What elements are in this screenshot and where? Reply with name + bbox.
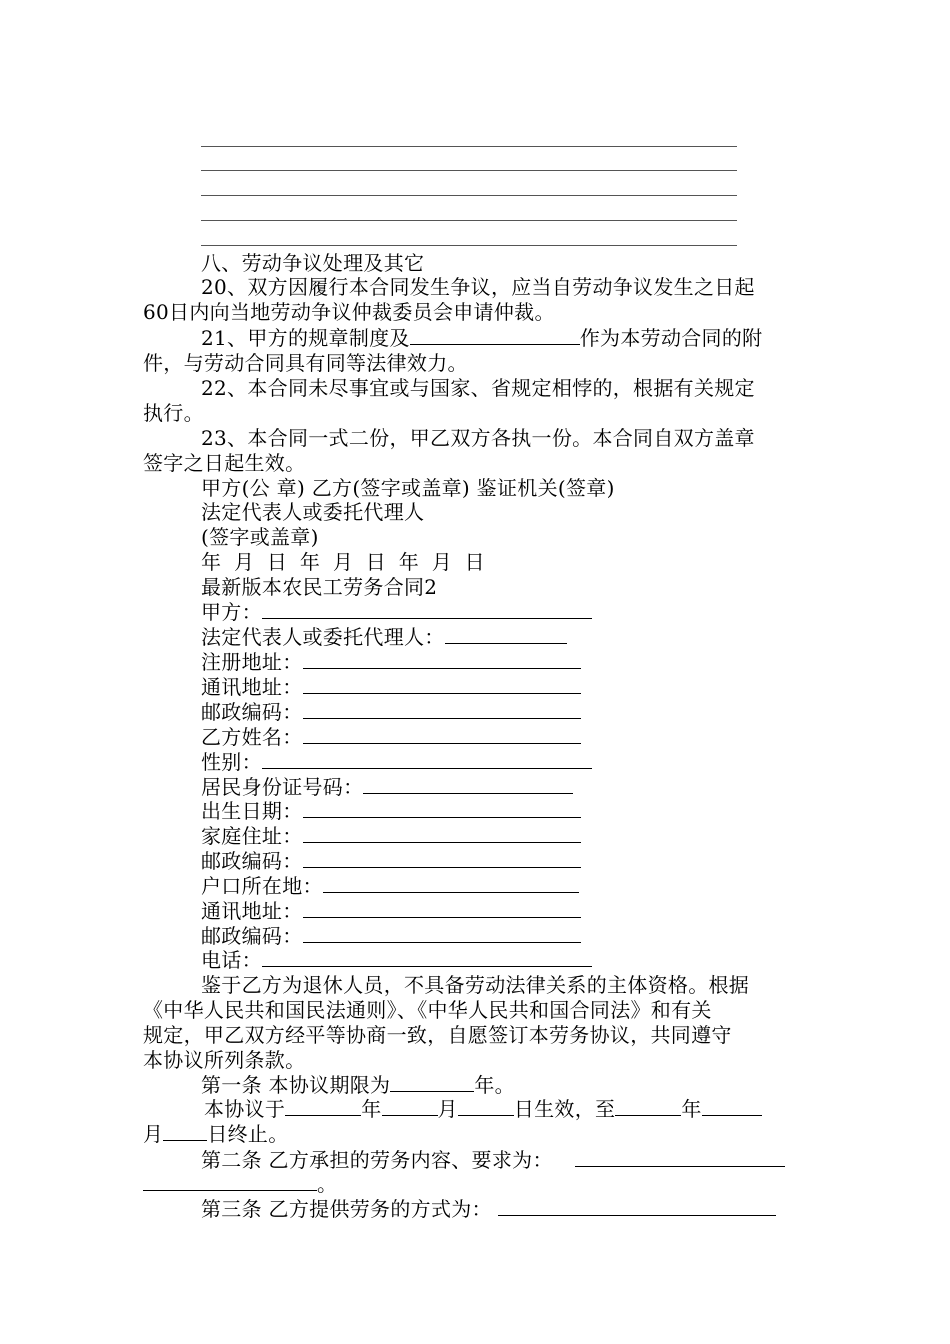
- article-2: [201, 1148, 785, 1173]
- clause-23-line1: 23、本合同一式二份，甲乙双方各执一份。本合同自双方盖章: [201, 426, 755, 450]
- field-label: 甲方：: [201, 600, 262, 624]
- term-line: [204, 1097, 762, 1122]
- term-text: 月: [437, 1097, 458, 1121]
- blank-rule: [201, 195, 737, 196]
- field-registered-address: [201, 650, 581, 675]
- field-party-b-name: [201, 725, 581, 750]
- field-phone: [201, 948, 592, 973]
- service-content-blank[interactable]: [575, 1148, 785, 1167]
- field-blank[interactable]: [303, 675, 581, 694]
- field-blank[interactable]: [262, 600, 592, 619]
- field-label: 出生日期：: [201, 799, 303, 823]
- field-label: 户口所在地：: [201, 874, 323, 898]
- start-day-blank[interactable]: [458, 1097, 514, 1116]
- clause-21-line2: 件，与劳动合同具有同等法律效力。: [143, 351, 468, 375]
- field-mailing-address: [201, 675, 581, 700]
- field-postal-code-3: [201, 924, 581, 949]
- field-label: 电话：: [201, 948, 262, 972]
- preamble-line2: 《中华人民共和国民法通则》、《中华人民共和国合同法》和有关: [143, 998, 712, 1022]
- field-blank[interactable]: [363, 775, 573, 794]
- service-content-blank-2[interactable]: [143, 1172, 317, 1191]
- field-party-a: [201, 600, 592, 625]
- section-heading: 八、劳动争议处理及其它: [201, 251, 425, 275]
- field-home-address: [201, 824, 581, 849]
- clause-22-line1: 22、本合同未尽事宜或与国家、省规定相悖的，根据有关规定: [201, 376, 755, 400]
- field-label: 注册地址：: [201, 650, 303, 674]
- field-id-number: [201, 775, 573, 800]
- field-label: 法定代表人或委托代理人：: [201, 625, 445, 649]
- field-label: 乙方姓名：: [201, 725, 303, 749]
- term-text: 本协议于: [204, 1097, 286, 1121]
- field-label: 性别：: [201, 750, 262, 774]
- blank-rule: [201, 245, 737, 246]
- clause-22-line2: 执行。: [143, 401, 204, 425]
- field-blank[interactable]: [303, 924, 581, 943]
- field-blank[interactable]: [262, 948, 592, 967]
- article-1-text-post: 年。: [474, 1073, 515, 1097]
- field-blank[interactable]: [445, 625, 567, 644]
- clause-21-line1: [201, 326, 762, 351]
- field-label: 居民身份证号码：: [201, 775, 364, 799]
- article-3-text: 第三条 乙方提供劳务的方式为：: [201, 1197, 492, 1221]
- field-label: 通讯地址：: [201, 675, 303, 699]
- start-year-blank[interactable]: [285, 1097, 361, 1116]
- article-2-end: 。: [317, 1172, 338, 1196]
- signature-stamp: (签字或盖章): [201, 525, 319, 549]
- service-method-blank[interactable]: [498, 1197, 776, 1216]
- field-blank[interactable]: [303, 799, 581, 818]
- term-text: 日终止。: [207, 1122, 289, 1146]
- article-1: [201, 1073, 515, 1098]
- clause-21-text-post: 作为本劳动合同的附: [579, 326, 763, 350]
- clause-20-line1: 20、双方因履行本合同发生争议，应当自劳动争议发生之日起: [201, 275, 755, 299]
- field-household-registration: [201, 874, 579, 899]
- term-text: 年: [361, 1097, 382, 1121]
- term-line-2: [143, 1122, 289, 1147]
- field-postal-code-2: [201, 849, 581, 874]
- field-postal-code: [201, 700, 581, 725]
- article-2-text: 第二条 乙方承担的劳务内容、要求为：: [201, 1148, 553, 1172]
- article-2-line2: [143, 1172, 337, 1197]
- term-text: 年: [681, 1097, 702, 1121]
- start-month-blank[interactable]: [382, 1097, 438, 1116]
- field-blank[interactable]: [303, 650, 581, 669]
- term-text: 日生效，至: [513, 1097, 616, 1121]
- end-month-blank[interactable]: [702, 1097, 762, 1116]
- field-blank[interactable]: [303, 899, 581, 918]
- article-1-text: 第一条 本协议期限为: [201, 1073, 391, 1097]
- blank-rule: [201, 170, 737, 171]
- field-blank[interactable]: [303, 824, 581, 843]
- field-blank[interactable]: [303, 725, 581, 744]
- signature-dates: 年 月 日 年 月 日 年 月 日: [201, 550, 485, 574]
- term-text: 月: [143, 1122, 164, 1146]
- preamble-line4: 本协议所列条款。: [143, 1048, 306, 1072]
- field-mailing-address-2: [201, 899, 581, 924]
- field-label: 家庭住址：: [201, 824, 303, 848]
- field-label: 邮政编码：: [201, 700, 303, 724]
- field-birth-date: [201, 799, 581, 824]
- preamble-line1: 鉴于乙方为退休人员，不具备劳动法律关系的主体资格。根据: [201, 973, 750, 997]
- term-years-blank[interactable]: [390, 1073, 474, 1092]
- field-blank[interactable]: [262, 750, 592, 769]
- blank-field[interactable]: [410, 326, 580, 345]
- preamble-line3: 规定，甲乙双方经平等协商一致，自愿签订本劳务协议，共同遵守: [143, 1023, 732, 1047]
- field-blank[interactable]: [323, 874, 579, 893]
- end-day-blank[interactable]: [163, 1122, 207, 1141]
- field-label: 邮政编码：: [201, 849, 303, 873]
- field-label: 通讯地址：: [201, 899, 303, 923]
- blank-rule: [201, 146, 737, 147]
- signature-representative: 法定代表人或委托代理人: [201, 500, 425, 524]
- field-representative: [201, 625, 567, 650]
- signature-parties: 甲方(公 章) 乙方(签字或盖章) 鉴证机关(签章): [201, 476, 615, 500]
- article-3: [201, 1197, 776, 1222]
- clause-21-text: 21、甲方的规章制度及: [201, 326, 410, 350]
- contract-title: 最新版本农民工劳务合同2: [201, 575, 438, 599]
- blank-rule: [201, 220, 737, 221]
- field-label: 邮政编码：: [201, 924, 303, 948]
- field-blank[interactable]: [303, 849, 581, 868]
- clause-23-line2: 签字之日起生效。: [143, 451, 306, 475]
- clause-20-line2: 60日内向当地劳动争议仲裁委员会申请仲裁。: [143, 300, 555, 324]
- field-gender: [201, 750, 592, 775]
- field-blank[interactable]: [303, 700, 581, 719]
- end-year-blank[interactable]: [615, 1097, 681, 1116]
